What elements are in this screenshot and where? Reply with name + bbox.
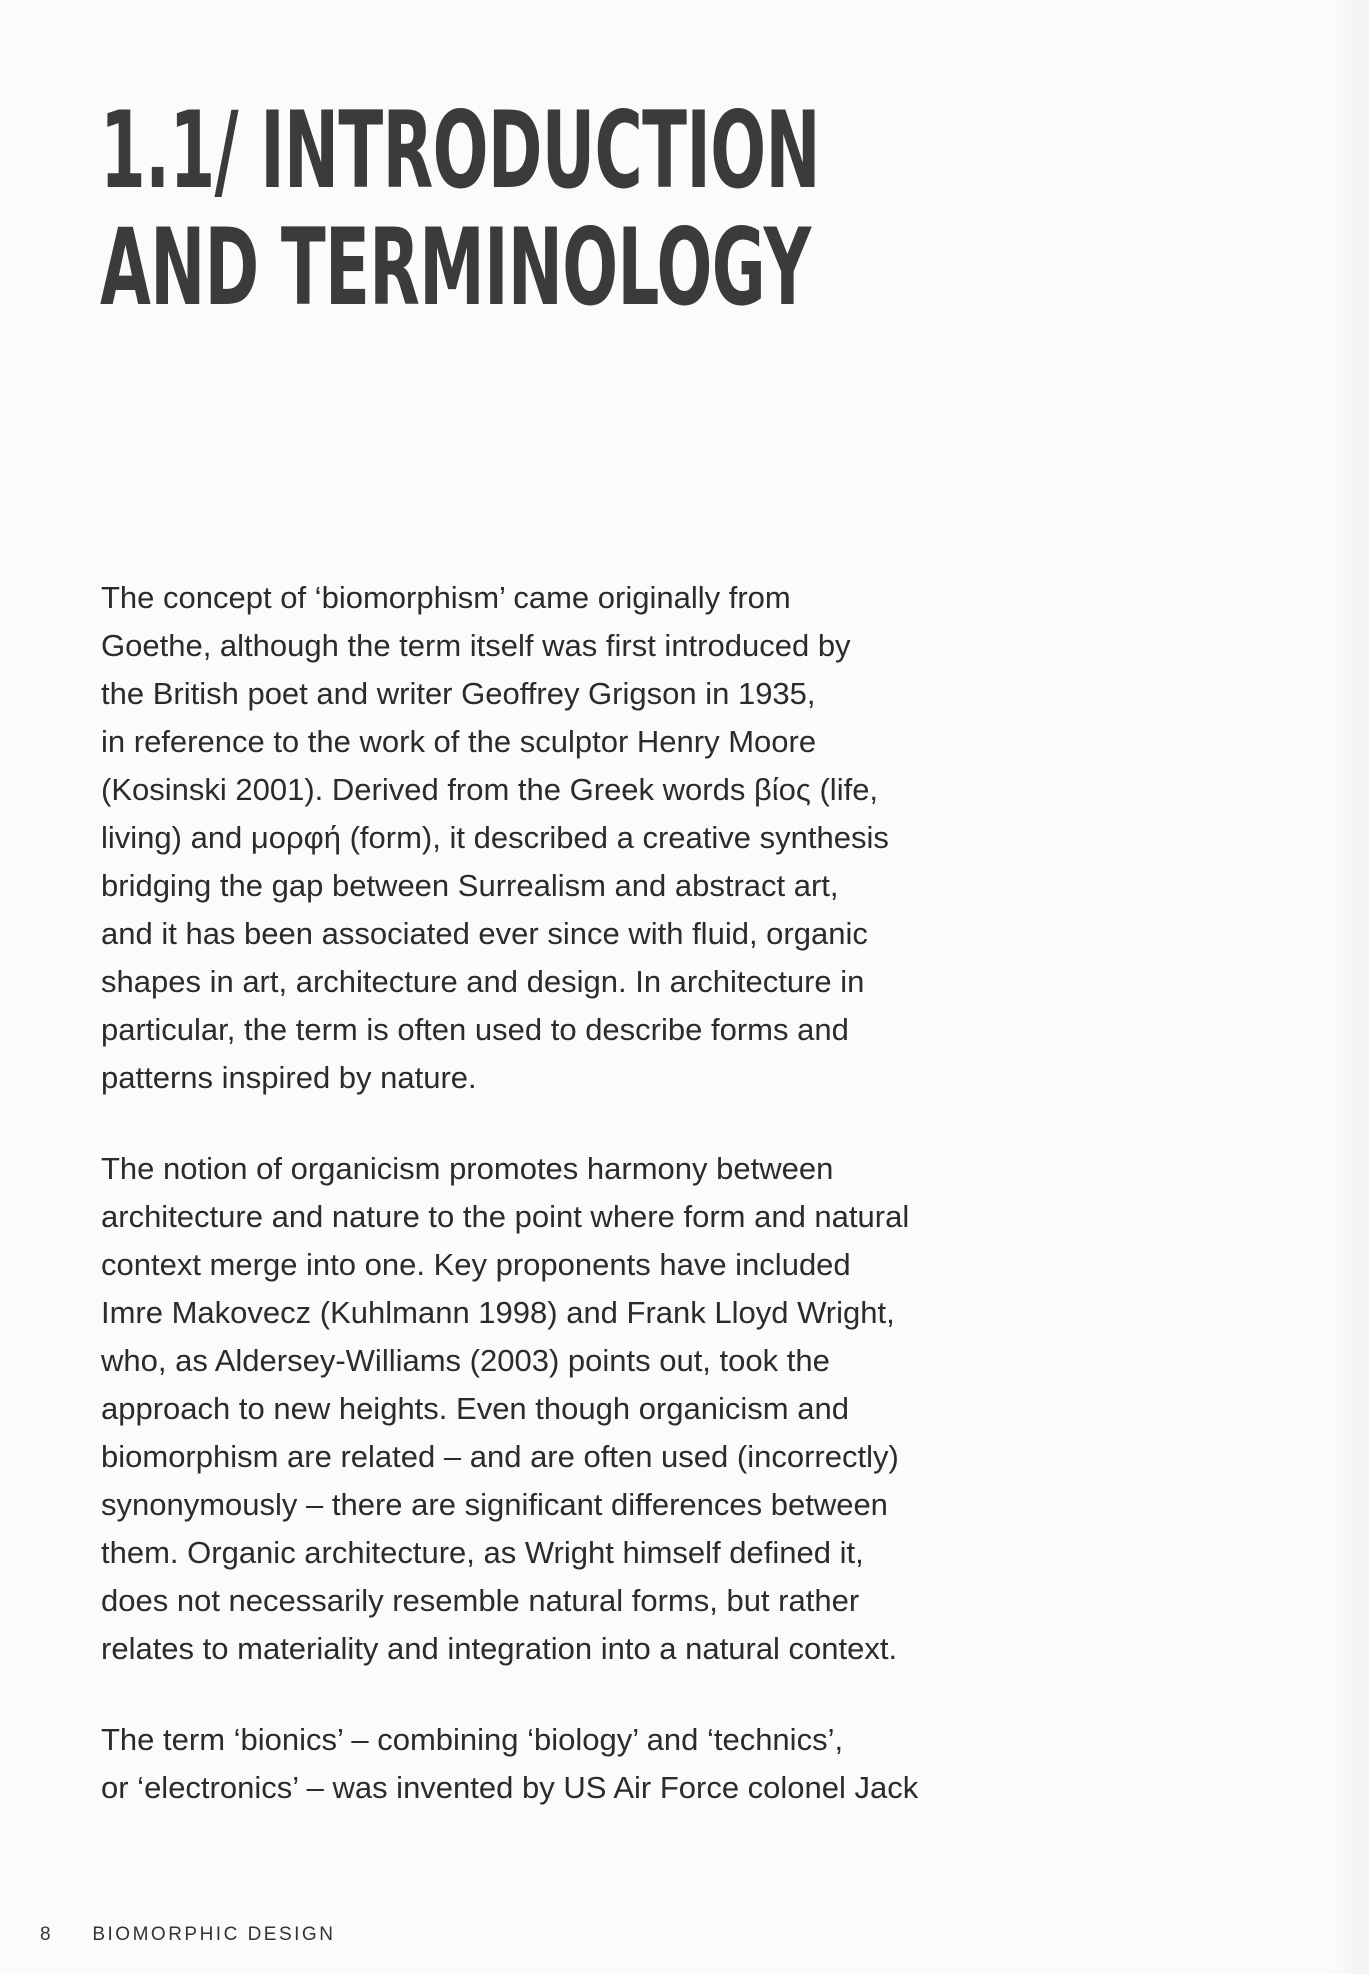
text-line: shapes in art, architecture and design. In architecture in xyxy=(101,964,865,999)
text-line: patterns inspired by nature. xyxy=(101,1060,477,1095)
text-line: The concept of ‘biomorphism’ came originally from xyxy=(101,580,791,615)
body-text xyxy=(101,574,1001,1855)
text-line: does not necessarily resemble natural forms, but rather xyxy=(101,1583,860,1618)
text-line: The notion of organicism promotes harmony between xyxy=(101,1151,834,1186)
text-line: bridging the gap between Surrealism and abstract art, xyxy=(101,868,839,903)
text-line: Imre Makovecz (Kuhlmann 1998) and Frank Lloyd Wright, xyxy=(101,1295,895,1330)
page-footer xyxy=(40,1924,335,1946)
text-line: synonymously – there are significant differences between xyxy=(101,1487,888,1522)
text-line: the British poet and writer Geoffrey Grigson in 1935, xyxy=(101,676,816,711)
text-line: or ‘electronics’ – was invented by US Air Force colonel Jack xyxy=(101,1770,919,1805)
page-edge-shadow xyxy=(1329,0,1369,1974)
text-line: Goethe, although the term itself was first introduced by xyxy=(101,628,851,663)
text-line: architecture and nature to the point where form and natural xyxy=(101,1199,910,1234)
text-line: (Kosinski 2001). Derived from the Greek words βίος (life, xyxy=(101,772,879,807)
section-heading-line-2: AND TERMINOLOGY xyxy=(100,206,811,329)
text-line: them. Organic architecture, as Wright himself defined it, xyxy=(101,1535,864,1570)
text-line: relates to materiality and integration into a natural context. xyxy=(101,1631,898,1666)
text-line: biomorphism are related – and are often used (incorrectly) xyxy=(101,1439,899,1474)
running-title: BIOMORPHIC DESIGN xyxy=(92,1924,336,1945)
text-line: particular, the term is often used to describe forms and xyxy=(101,1012,849,1047)
text-line: context merge into one. Key proponents have included xyxy=(101,1247,851,1282)
text-line: who, as Aldersey-Williams (2003) points out, took the xyxy=(101,1343,830,1378)
text-line: living) and μορφή (form), it described a creative synthesis xyxy=(101,820,889,855)
paragraph-bionics xyxy=(101,1716,1001,1812)
text-line: in reference to the work of the sculptor Henry Moore xyxy=(101,724,817,759)
section-heading-line-1: 1.1/ INTRODUCTION xyxy=(100,89,820,212)
section-heading xyxy=(100,89,820,329)
paragraph-organicism xyxy=(101,1145,1001,1673)
paragraph-biomorphism xyxy=(101,574,1001,1102)
text-line: The term ‘bionics’ – combining ‘biology’ and ‘technics’, xyxy=(101,1722,844,1757)
text-line: and it has been associated ever since with fluid, organic xyxy=(101,916,868,951)
page-number: 8 xyxy=(40,1924,51,1945)
text-line: approach to new heights. Even though organicism and xyxy=(101,1391,849,1426)
